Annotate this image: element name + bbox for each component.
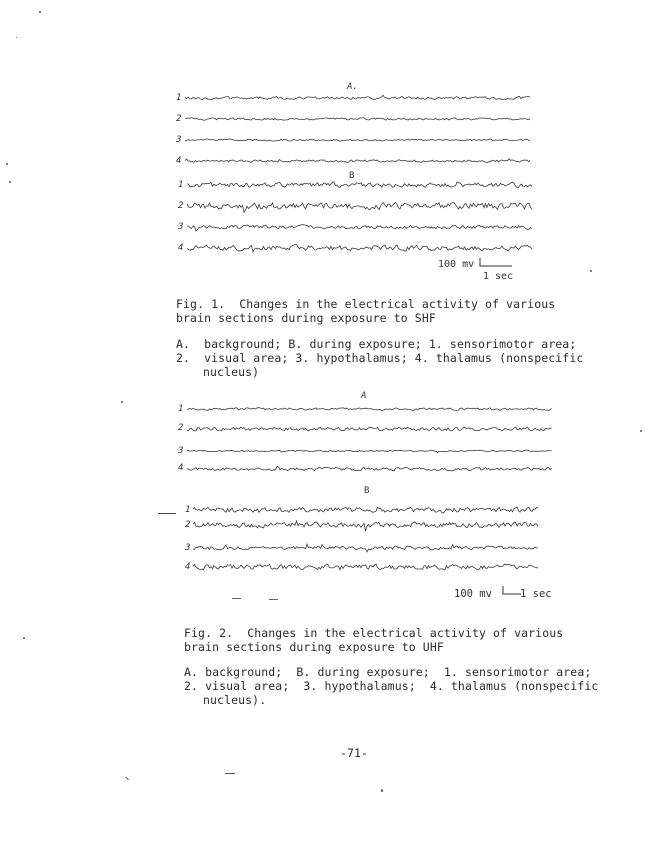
fig1-b-trace-4: [187, 238, 532, 258]
eeg-waveform-line: [193, 507, 538, 513]
scan-speck: [16, 37, 17, 38]
fig1-a-trace-4: [185, 151, 530, 171]
fig1-a-trace-2: [185, 109, 530, 129]
scan-speck: [39, 11, 41, 13]
fig1-a-channel-1-number: 1: [176, 93, 182, 103]
fig2-a-channel-2-number: 2: [178, 423, 184, 433]
eeg-waveform-line: [187, 450, 552, 453]
fig2-b-trace-2: [193, 515, 538, 535]
fig2-a-trace-3: [187, 441, 552, 461]
fig2-legend-line-2: 2. visual area; 3. hypothalamus; 4. thalamus (nonspecific: [184, 679, 599, 693]
fig2-caption-title-cont: brain sections during exposure to UHF: [184, 640, 444, 654]
fig2-b-channel-3-number: 3: [185, 543, 191, 553]
fig1-legend-line-2: 2. visual area; 3. hypothalamus; 4. thalamus (nonspecific: [176, 351, 584, 365]
fig1-b-channel-4-number: 4: [178, 243, 184, 253]
fig2-a-channel-1-number: 1: [178, 404, 184, 414]
eeg-waveform-line: [187, 466, 552, 471]
eeg-waveform-line: [193, 544, 538, 552]
eeg-waveform-line: [187, 182, 532, 188]
fig2-scale-voltage-label: 100 mv: [454, 588, 492, 600]
fig2-b-trace-3: [193, 538, 538, 558]
fig2-a-trace-2: [187, 419, 552, 439]
eeg-waveform-line: [193, 564, 538, 570]
eeg-waveform-line: [193, 521, 538, 531]
eeg-waveform-line: [185, 95, 530, 99]
fig1-b-channel-1-number: 1: [178, 180, 184, 190]
fig2-b-channel-4-number: 4: [185, 562, 191, 572]
fig2-b-channel-2-number: 2: [185, 520, 191, 530]
fig1-a-channel-2-number: 2: [176, 114, 182, 124]
fig2-caption-title: Fig. 2. Changes in the electrical activity of various: [184, 626, 564, 640]
eeg-waveform-line: [187, 245, 532, 252]
scan-speck: [590, 270, 592, 272]
scan-speck: [9, 181, 11, 183]
scan-speck: [23, 637, 25, 639]
eeg-waveform-line: [185, 139, 530, 141]
fig1-b-trace-3: [187, 217, 532, 237]
fig2-a-trace-4: [187, 459, 552, 479]
fig2-a-trace-1: [187, 399, 552, 419]
fig1-section-a-label: A.: [347, 82, 358, 92]
scan-mark: [232, 598, 241, 599]
eeg-waveform-line: [185, 118, 530, 121]
scan-speck: [6, 163, 8, 165]
fig2-section-b-label: B: [364, 486, 370, 496]
fig1-scale-time-label: 1 sec: [483, 271, 514, 282]
fig2-a-channel-3-number: 3: [178, 446, 184, 456]
eeg-waveform-line: [185, 159, 530, 163]
scan-mark: [225, 773, 235, 774]
fig1-scale-voltage-label: 100 mv: [438, 259, 475, 270]
scan-mark: [269, 599, 278, 600]
scan-speck: [121, 401, 123, 403]
fig1-legend-line-3: nucleus): [203, 365, 260, 379]
scan-speck: [640, 430, 642, 432]
fig1-a-trace-1: [185, 88, 530, 108]
fig2-scale-time-label: 1 sec: [520, 588, 552, 600]
fig1-caption-title: Fig. 1. Changes in the electrical activity of various: [176, 297, 556, 311]
fig1-b-channel-2-number: 2: [178, 201, 184, 211]
fig1-section-b-label: B: [349, 171, 355, 181]
fig1-b-trace-2: [187, 196, 532, 216]
fig1-scale-bar: [476, 258, 516, 272]
fig2-b-channel-1-number: 1: [185, 505, 191, 515]
eeg-waveform-line: [187, 408, 552, 411]
scan-mark: [158, 513, 176, 514]
fig2-section-a-label: A: [361, 391, 367, 401]
eeg-waveform-line: [187, 427, 552, 431]
fig1-caption-title-cont: brain sections during exposure to SHF: [176, 311, 436, 325]
fig1-a-trace-3: [185, 130, 530, 150]
fig1-a-channel-4-number: 4: [176, 156, 182, 166]
scan-speck: [381, 789, 383, 792]
eeg-waveform-line: [187, 203, 532, 213]
scan-mark: [125, 774, 131, 780]
fig2-a-channel-4-number: 4: [178, 463, 184, 473]
fig2-legend-line-3: nucleus).: [203, 693, 267, 707]
fig2-b-trace-4: [193, 557, 538, 577]
fig1-b-channel-3-number: 3: [178, 222, 184, 232]
fig1-legend-line-1: A. background; B. during exposure; 1. sensorimotor area;: [176, 337, 577, 351]
fig2-legend-line-1: A. background; B. during exposure; 1. sensorimotor area;: [184, 665, 592, 679]
fig1-b-trace-1: [187, 175, 532, 195]
page-number: -71-: [340, 746, 369, 760]
eeg-waveform-line: [187, 225, 532, 231]
fig1-a-channel-3-number: 3: [176, 135, 182, 145]
